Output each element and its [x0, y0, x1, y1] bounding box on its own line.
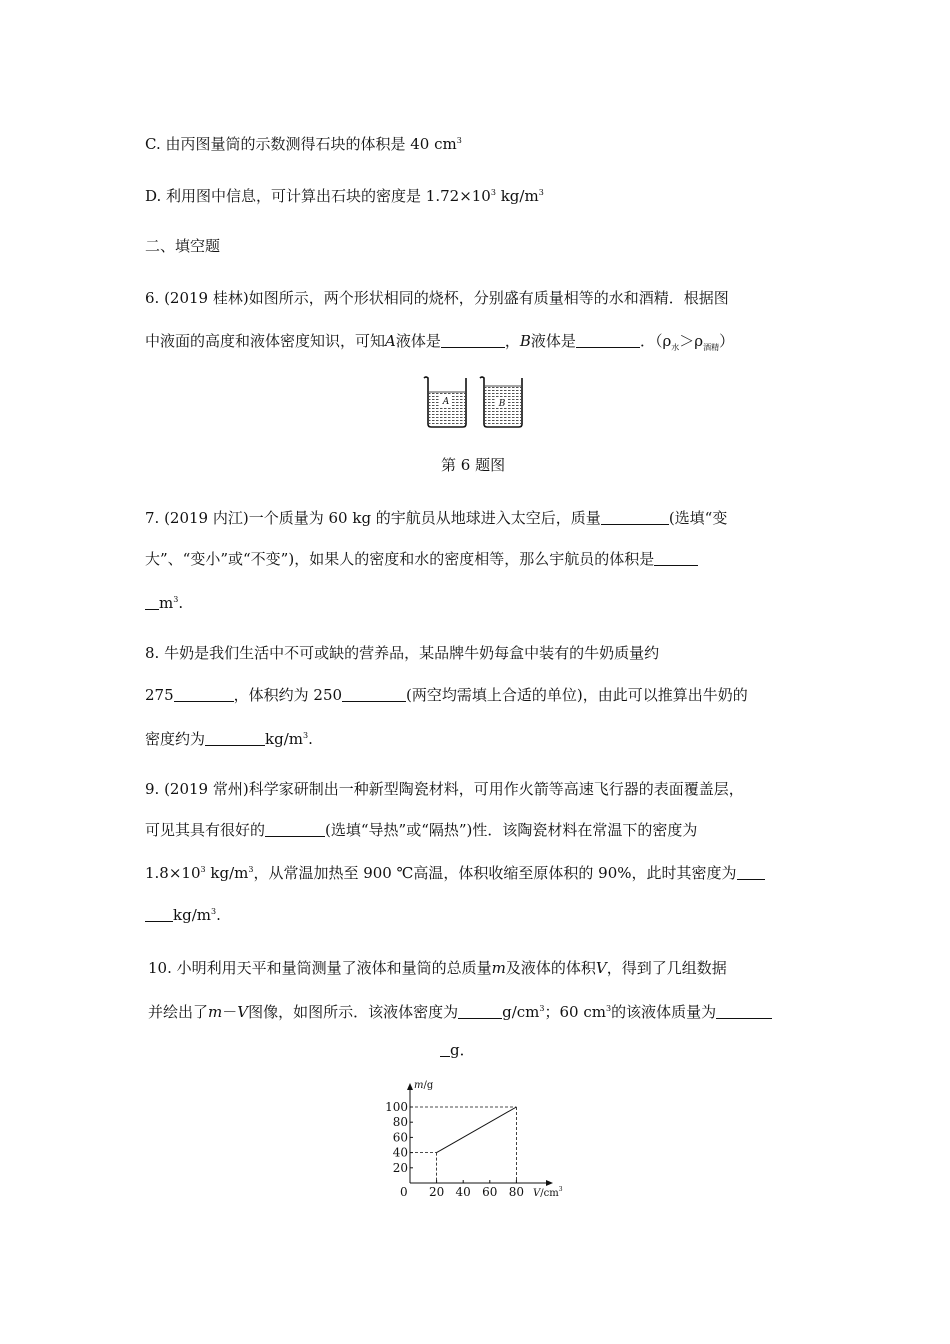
y-axis-arrow — [407, 1083, 413, 1090]
mass-volume-chart — [370, 1080, 580, 1200]
q8-blank-mass-unit[interactable] — [174, 687, 234, 702]
y-tick-label-40: 40 — [392, 1145, 408, 1160]
q9-line2: 可见其具有很好的 (选填“导热”或“隔热”)性．该陶瓷材料在常温下的密度为 — [145, 821, 698, 839]
q6-blank-a[interactable] — [441, 333, 505, 348]
q7-blank-mass[interactable] — [601, 510, 669, 525]
q6-line2: 中液面的高度和液体密度知识，可知A液体是 ，B液体是 ．$(\rho_水>\rho_{酒精})$ — [145, 332, 735, 352]
x-axis-label: $V/cm^3$ — [533, 1186, 563, 1199]
option-d: D. 利用图中信息，可计算出石块的密度是 $1.72\times 10^3$ $kg/m^3$ — [145, 187, 544, 205]
q7-line1: 7. (2019 内江)一个质量为 60 kg 的宇航员从地球进入太空后，质量 (选填“变 — [145, 509, 728, 527]
q9-blank-density[interactable] — [737, 865, 765, 880]
q10-blank-density[interactable] — [458, 1004, 502, 1019]
series-line — [437, 1107, 517, 1153]
q9-blank-property[interactable] — [265, 822, 325, 837]
figure-caption: 第 6 题图 — [441, 456, 506, 474]
section-title: 二、填空题 — [145, 237, 221, 255]
q8-line3: 密度约为 $kg/m^3$. — [145, 730, 313, 748]
q9-line3: $1.8\times 10^3$ $kg/m^3$，从常温加热至 900 ℃高温，体积收缩至原体积的 90%，此时其密度为 — [145, 860, 765, 883]
beaker-b-label: B — [498, 399, 506, 409]
option-c: C. 由丙图量筒的示数测得石块的体积是 40 $cm^3$ — [145, 135, 462, 153]
q8-blank-density[interactable] — [205, 731, 265, 746]
q7-line2: 大”、“变小”或“不变”)，如果人的密度和水的密度相等，那么宇航员的体积是 — [145, 549, 698, 569]
q7-blank-volume[interactable] — [654, 551, 698, 566]
y-axis-label: m/g — [414, 1080, 434, 1091]
beaker-b — [480, 377, 522, 427]
y-tick-label-20: 20 — [392, 1160, 408, 1175]
q8-blank-volume-unit[interactable] — [342, 687, 406, 702]
x-axis-arrow — [546, 1180, 553, 1186]
q8-line2: 275 ，体积约为 250 (两空均需填上合适的单位)，由此可以推算出牛奶的 — [145, 686, 748, 704]
q9-line4: $kg/m^3$. — [145, 902, 221, 925]
beaker-a-label: A — [442, 397, 450, 407]
y-tick-label-80: 80 — [392, 1115, 408, 1130]
origin-label: 0 — [400, 1185, 408, 1199]
q7-blank-volume-cont[interactable] — [145, 595, 159, 610]
x-tick-label-80: 80 — [508, 1185, 525, 1199]
q10-line1: 10. 小明利用天平和量筒测量了液体和量筒的总质量m及液体的体积V，得到了几组数据 — [148, 959, 727, 977]
q10-line2: 并绘出了m－V图像，如图所示．该液体密度为 $g/cm^3$；60 $cm^3$的该液体质量为 — [148, 999, 772, 1022]
q9-line1: 9. (2019 常州)科学家研制出一种新型陶瓷材料，可用作火箭等高速飞行器的表面覆盖层， — [145, 780, 744, 798]
x-tick-label-60: 60 — [482, 1185, 498, 1199]
beaker-a — [424, 377, 466, 427]
beakers-figure — [420, 374, 532, 430]
q8-line1: 8. 牛奶是我们生活中不可或缺的营养品，某品牌牛奶每盒中装有的牛奶质量约 — [145, 644, 660, 662]
q6-blank-b[interactable] — [576, 333, 640, 348]
q10-blank-mass-cont[interactable] — [440, 1042, 450, 1057]
q9-blank-density-cont[interactable] — [145, 907, 173, 922]
x-tick-label-20: 20 — [428, 1185, 445, 1199]
x-tick-label-40: 40 — [455, 1185, 471, 1199]
y-tick-label-100: 100 — [385, 1100, 408, 1114]
q7-line3: $m^3$. — [145, 590, 183, 613]
y-tick-label-60: 60 — [392, 1130, 408, 1145]
q6-line1: 6. (2019 桂林)如图所示，两个形状相同的烧杯，分别盛有质量相等的水和酒精．根据图 — [145, 289, 729, 307]
q10-line3: g． — [440, 1040, 475, 1060]
q10-blank-mass[interactable] — [716, 1004, 772, 1019]
